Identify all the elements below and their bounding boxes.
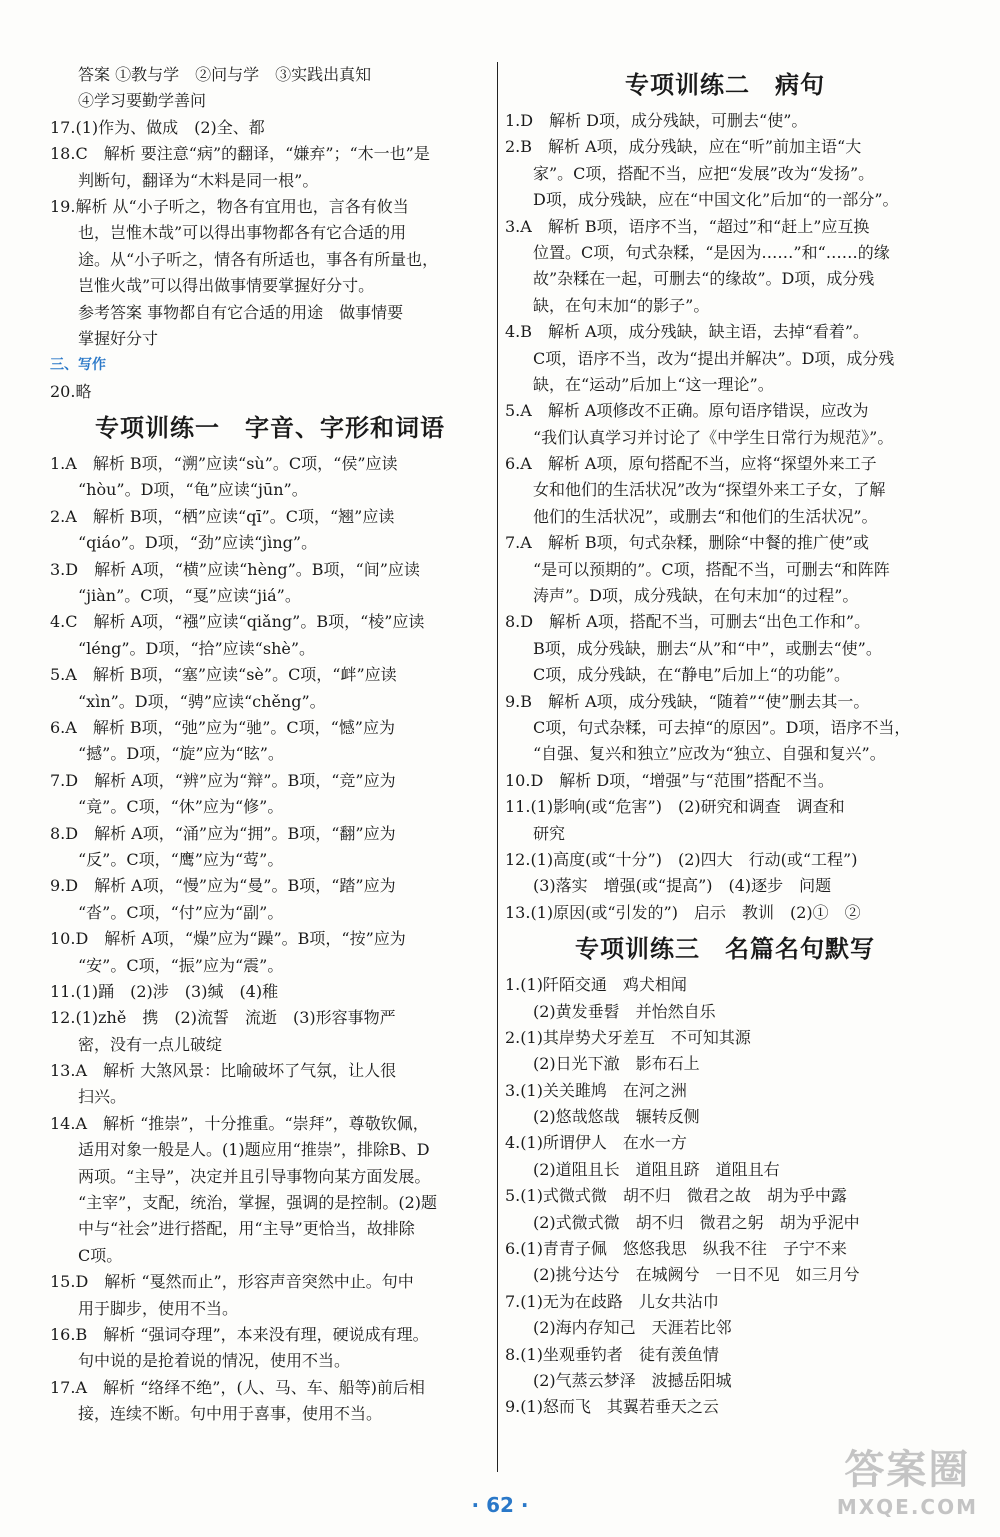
- text-line: 14.A 解析 “推崇”，十分推重。“崇拜”，尊敬钦佩，: [50, 1113, 429, 1133]
- text-line: 20.略: [50, 381, 92, 401]
- text-line: 5.(1)式微式微 胡不归 微君之故 胡为乎中露: [505, 1186, 847, 1206]
- text-line: 1.D 解析 D项，成分残缺，可删去“使”。: [505, 111, 808, 130]
- text-line: 1.A 解析 B项，“溯”应读“sù”。C项，“侯”应读: [50, 454, 398, 474]
- text-line: 2.B 解析 A项，成分残缺，应在“听”前加主语“大: [505, 137, 862, 157]
- text-line: 位置。C项，句式杂糅，“是因为……”和“……的缘: [533, 242, 890, 262]
- text-line: “qiáo”。D项，“劲”应读“jìng”。: [78, 533, 318, 553]
- text-line: B项，成分残缺，删去“从”和“中”，或删去“使”。: [533, 638, 882, 658]
- text-line: (2)黄发垂髫 并怡然自乐: [533, 1001, 716, 1021]
- text-line: ④学习要勤学善问: [78, 91, 207, 111]
- column-divider: [497, 62, 498, 1472]
- text-line: 17.A 解析 “络绎不绝”，(人、马、车、船等)前后相: [50, 1377, 425, 1397]
- text-line: 故”杂糅在一起，可删去“的缘故”。D项，成分残: [533, 269, 875, 289]
- text-line: 9.D 解析 A项，“慢”应为“曼”。B项，“踏”应为: [50, 876, 396, 896]
- text-line: 10.D 解析 D项，“增强”与“范围”搭配不当。: [505, 770, 834, 790]
- text-line: “反”。C项，“鹰”应为“莺”。: [78, 849, 284, 869]
- text-line: 15.D 解析 “戛然而止”，形容声音突然中止。句中: [50, 1272, 414, 1292]
- text-line: 缺，在“运动”后加上“这一理论”。: [533, 374, 774, 394]
- text-line: 7.(1)无为在歧路 儿女共沾巾: [505, 1291, 719, 1311]
- text-line: 8.D 解析 A项，“涌”应为“拥”。B项，“翻”应为: [50, 823, 396, 843]
- text-line: (2)日光下澈 影布石上: [533, 1054, 700, 1074]
- text-line: 家”。C项，搭配不当，应把“发展”改为“发扬”。: [533, 163, 875, 183]
- text-line: “hòu”。D项，“龟”应读“jūn”。: [78, 480, 308, 500]
- text-line: 9.(1)怒而飞 其翼若垂天之云: [505, 1397, 719, 1417]
- right-column: [505, 62, 945, 1421]
- text-line: C项，语序不当，改为“提出并解决”。D项，成分残: [533, 348, 895, 368]
- section-title: 专项训练二 病句: [625, 71, 825, 99]
- text-line: 9.B 解析 A项，成分残缺，“随着”“使”删去其一。: [505, 691, 870, 711]
- text-line: (2)挑兮达兮 在城阙兮 一日不见 如三月兮: [533, 1265, 860, 1285]
- text-line: 岂惟火哉”可以得出做事情要掌握好分寸。: [78, 276, 375, 296]
- text-line: 6.(1)青青子佩 悠悠我思 纵我不往 子宁不来: [505, 1239, 847, 1259]
- text-line: “竟”。C项，“休”应为“修”。: [78, 797, 284, 817]
- text-line: (2)道阻且长 道阻且跻 道阻且右: [533, 1159, 780, 1179]
- text-line: 4.(1)所谓伊人 在水一方: [505, 1133, 687, 1153]
- text-line: 3.D 解析 A项，“横”应读“hèng”。B项，“间”应读: [50, 559, 420, 579]
- text-line: (2)式微式微 胡不归 微君之躬 胡为乎泥中: [533, 1212, 860, 1232]
- text-line: 他们的生活状况”，或删去“和他们的生活状况”。: [533, 506, 878, 526]
- text-line: 途。从“小子听之，情各有所适也，事各有所量也，: [78, 249, 439, 269]
- text-line: 6.A 解析 B项，“弛”应为“驰”。C项，“憾”应为: [50, 717, 395, 737]
- text-line: 2.A 解析 B项，“栖”应读“qī”。C项，“翘”应读: [50, 506, 395, 526]
- text-line: 12.(1)zhě 携 (2)流誓 流逝 (3)形容事物严: [50, 1008, 396, 1028]
- text-line: 13.(1)原因(或“引发的”) 启示 教训 (2)① ②: [505, 902, 861, 922]
- text-line: “撼”。D项，“旋”应为“眩”。: [78, 744, 284, 764]
- text-line: 判断句，翻译为“木料是同一根”。: [78, 170, 319, 190]
- text-line: D项，成分残缺，应在“中国文化”后加“的一部分”。: [533, 190, 899, 210]
- text-line: 适用对象一般是人。(1)题应用“推崇”，排除B、D: [78, 1140, 430, 1160]
- text-line: (2)悠哉悠哉 辗转反侧: [533, 1107, 700, 1127]
- text-line: (2)气蒸云梦泽 波撼岳阳城: [533, 1370, 732, 1390]
- text-line: 12.(1)高度(或“十分”) (2)四大 行动(或“工程”): [505, 849, 858, 869]
- text-line: 两项。“主导”，决定并且引导事物向某方面发展。: [78, 1166, 431, 1186]
- text-line: 涛声”。D项，成分残缺，在句末加“的过程”。: [533, 586, 859, 606]
- text-line: 7.D 解析 A项，“辨”应为“辩”。B项，“竞”应为: [50, 770, 396, 790]
- text-line: C项，成分残缺，在“静电”后加上“的功能”。: [533, 665, 850, 685]
- text-line: 掌握好分寸: [78, 328, 159, 348]
- text-line: 研究: [533, 823, 566, 843]
- text-line: (2)海内存知己 天涯若比邻: [533, 1318, 732, 1338]
- text-line: “沓”。C项，“付”应为“副”。: [78, 902, 284, 922]
- text-line: “自强、复兴和独立”应改为“独立、自强和复兴”。: [533, 744, 886, 764]
- left-column: [50, 62, 490, 1428]
- text-line: 13.A 解析 大煞风景：比喻破坏了气氛，让人很: [50, 1061, 397, 1081]
- text-line: “jiàn”。C项，“戛”应读“jiá”。: [78, 586, 301, 606]
- text-line: 18.C 解析 要注意“病”的翻译，“嫌弃”；“木一也”是: [50, 144, 430, 164]
- text-line: C项。: [78, 1245, 123, 1265]
- text-line: 4.C 解析 A项，“襁”应读“qiǎng”。B项，“棱”应读: [50, 612, 425, 632]
- text-line: 3.(1)关关雎鸠 在河之洲: [505, 1080, 687, 1100]
- text-line: 5.A 解析 A项修改不正确。原句语序错误，应改为: [505, 401, 869, 421]
- text-line: 8.D 解析 A项，搭配不当，可删去“出色工作和”。: [505, 612, 871, 632]
- text-line: 4.B 解析 A项，成分残缺，缺主语，去掉“看着”。: [505, 322, 870, 342]
- text-line: (3)落实 增强(或“提高”) (4)逐步 问题: [533, 876, 832, 896]
- section-heading: 三、写作: [50, 357, 106, 374]
- text-line: 5.A 解析 B项，“塞”应读“sè”。C项，“衅”应读: [50, 665, 397, 685]
- text-line: 6.A 解析 A项，原句搭配不当，应将“探望外来工子: [505, 454, 877, 474]
- text-line: 7.A 解析 B项，句式杂糅，删除“中餐的推广使”或: [505, 533, 870, 553]
- text-line: “主宰”，支配，统治，掌握，强调的是控制。(2)题: [78, 1193, 438, 1213]
- text-line: 句中说的是抢着说的情况，使用不当。: [78, 1351, 351, 1371]
- text-line: 11.(1)影响(或“危害”) (2)研究和调查 调查和: [505, 797, 845, 817]
- text-line: “我们认真学习并讨论了《中学生日常行为规范》”。: [533, 427, 894, 447]
- page-number: · 62 ·: [471, 1493, 529, 1517]
- text-line: 缺，在句末加“的影子”。: [533, 295, 710, 315]
- section-title: 专项训练三 名篇名句默写: [575, 935, 875, 964]
- text-line: “xìn”。D项，“骋”应读“chěng”。: [78, 691, 326, 711]
- text-line: 用于脚步，使用不当。: [78, 1298, 239, 1318]
- watermark-logo: 答案圈 MXQE.COM: [836, 1447, 978, 1519]
- text-line: 8.(1)坐观垂钓者 徒有羡鱼情: [505, 1344, 719, 1364]
- text-line: C项，句式杂糅，可去掉“的原因”。D项，语序不当，: [533, 717, 911, 737]
- text-line: 10.D 解析 A项，“燥”应为“躁”。B项，“按”应为: [50, 929, 406, 949]
- text-line: 16.B 解析 “强词夺理”，本来没有理，硬说成有理。: [50, 1324, 429, 1344]
- text-line: “léng”。D项，“拾”应读“shè”。: [78, 638, 316, 658]
- text-line: 19.解析 从“小子听之，物各有宜用也，言各有攸当: [50, 196, 409, 216]
- text-line: “是可以预期的”。C项，搭配不当，可删去“和阵阵: [533, 559, 890, 579]
- text-line: 1.(1)阡陌交通 鸡犬相闻: [505, 975, 687, 995]
- text-line: 女和他们的生活状况”改为“探望外来工子女，了解: [533, 480, 886, 500]
- text-line: 参考答案 事物都自有它合适的用途 做事情要: [78, 302, 404, 322]
- text-line: 中与“社会”进行搭配，用“主导”更恰当，故排除: [78, 1219, 415, 1239]
- text-line: 11.(1)踊 (2)涉 (3)缄 (4)稚: [50, 981, 279, 1001]
- text-line: 答案 ①教与学 ②问与学 ③实践出真知: [78, 65, 372, 84]
- text-line: 接，连续不断。句中用于喜事，使用不当。: [78, 1404, 383, 1424]
- text-line: 密，没有一点儿破绽: [78, 1034, 223, 1054]
- text-line: 也，岂惟木哉”可以得出事物都各有它合适的用: [78, 223, 407, 243]
- text-line: 3.A 解析 B项，语序不当，“超过”和“赶上”应互换: [505, 216, 870, 236]
- section-title: 专项训练一 字音、字形和词语: [95, 414, 445, 443]
- text-line: 2.(1)其岸势犬牙差互 不可知其源: [505, 1027, 751, 1047]
- text-line: “安”。C项，“振”应为“震”。: [78, 955, 284, 975]
- text-line: 扫兴。: [78, 1087, 127, 1107]
- text-line: 17.(1)作为、做成 (2)全、都: [50, 117, 265, 137]
